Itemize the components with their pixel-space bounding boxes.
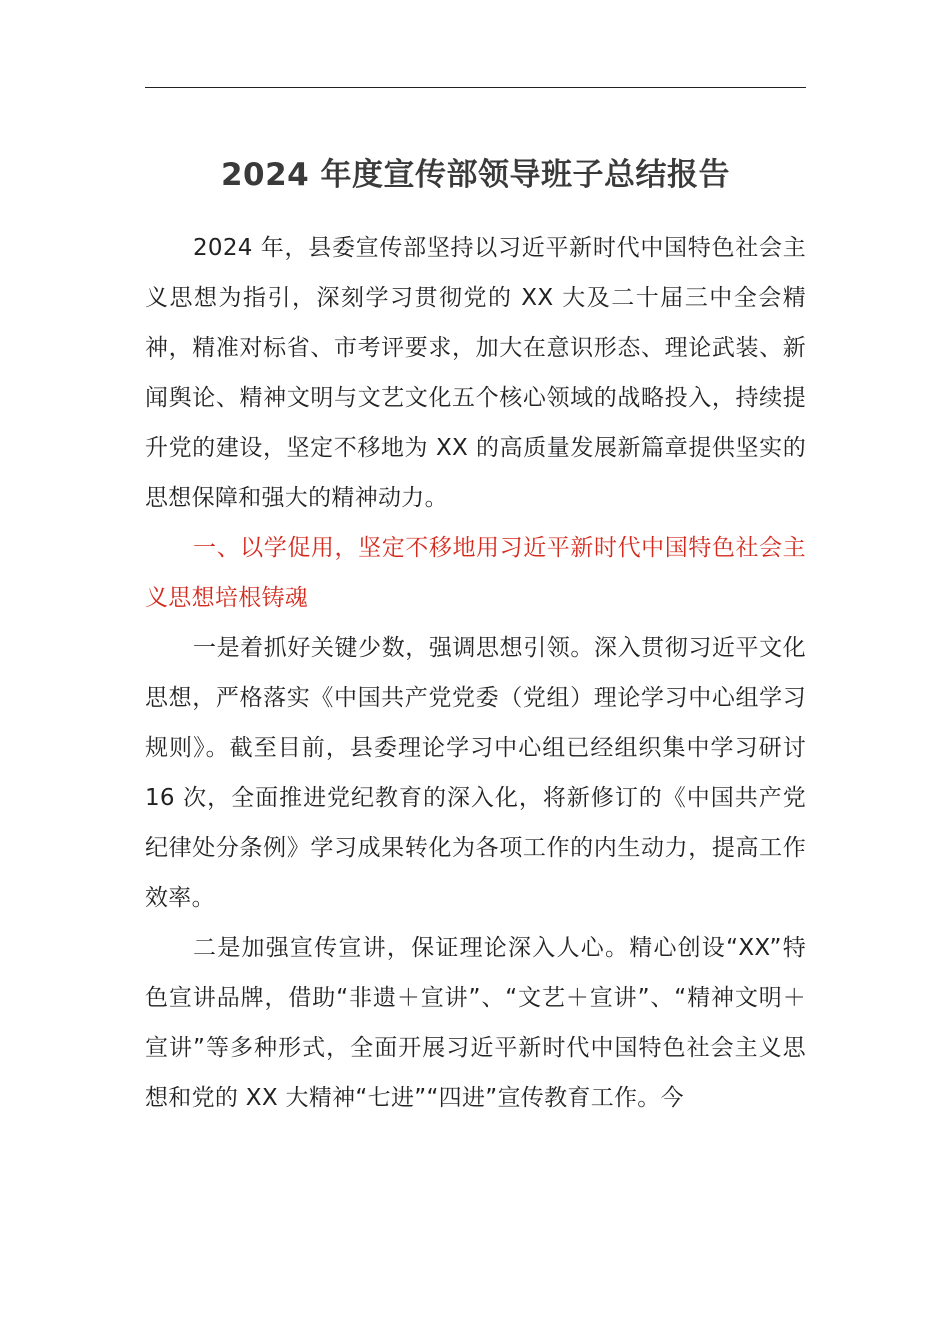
body-paragraph-2: 二是加强宣传宣讲，保证理论深入人心。精心创设“XX”特色宣讲品牌，借助“非遗＋宣讲”、“文艺＋宣讲”、“精神文明＋宣讲”等多种形式，全面开展习近平新时代中国特色社会主义思想和党的 XX 大精神“七进”“四进”宣传教育工作。今	[145, 935, 806, 1111]
document-body	[145, 223, 806, 1123]
body-paragraph-1: 一是着抓好关键少数，强调思想引领。深入贯彻习近平文化思想，严格落实《中国共产党党委（党组）理论学习中心组学习规则》。截至目前，县委理论学习中心组已经组织集中学习研讨 16 次，全面推进党纪教育的深入化，将新修订的《中国共产党纪律处分条例》学习成果转化为各项工作的内生动力，提高工作效率。	[145, 635, 806, 911]
intro-paragraph: 2024 年，县委宣传部坚持以习近平新时代中国特色社会主义思想为指引，深刻学习贯彻党的 XX 大及二十届三中全会精神，精准对标省、市考评要求，加大在意识形态、理论武装、新闻舆论、精神文明与文艺文化五个核心领域的战略投入，持续提升党的建设，坚定不移地为 XX 的高质量发展新篇章提供坚实的思想保障和强大的精神动力。	[145, 235, 806, 511]
header-rule	[145, 87, 806, 88]
document-title: 2024 年度宣传部领导班子总结报告	[220, 157, 731, 193]
section-heading-1: 一、以学促用，坚定不移地用习近平新时代中国特色社会主义思想培根铸魂	[145, 535, 806, 611]
